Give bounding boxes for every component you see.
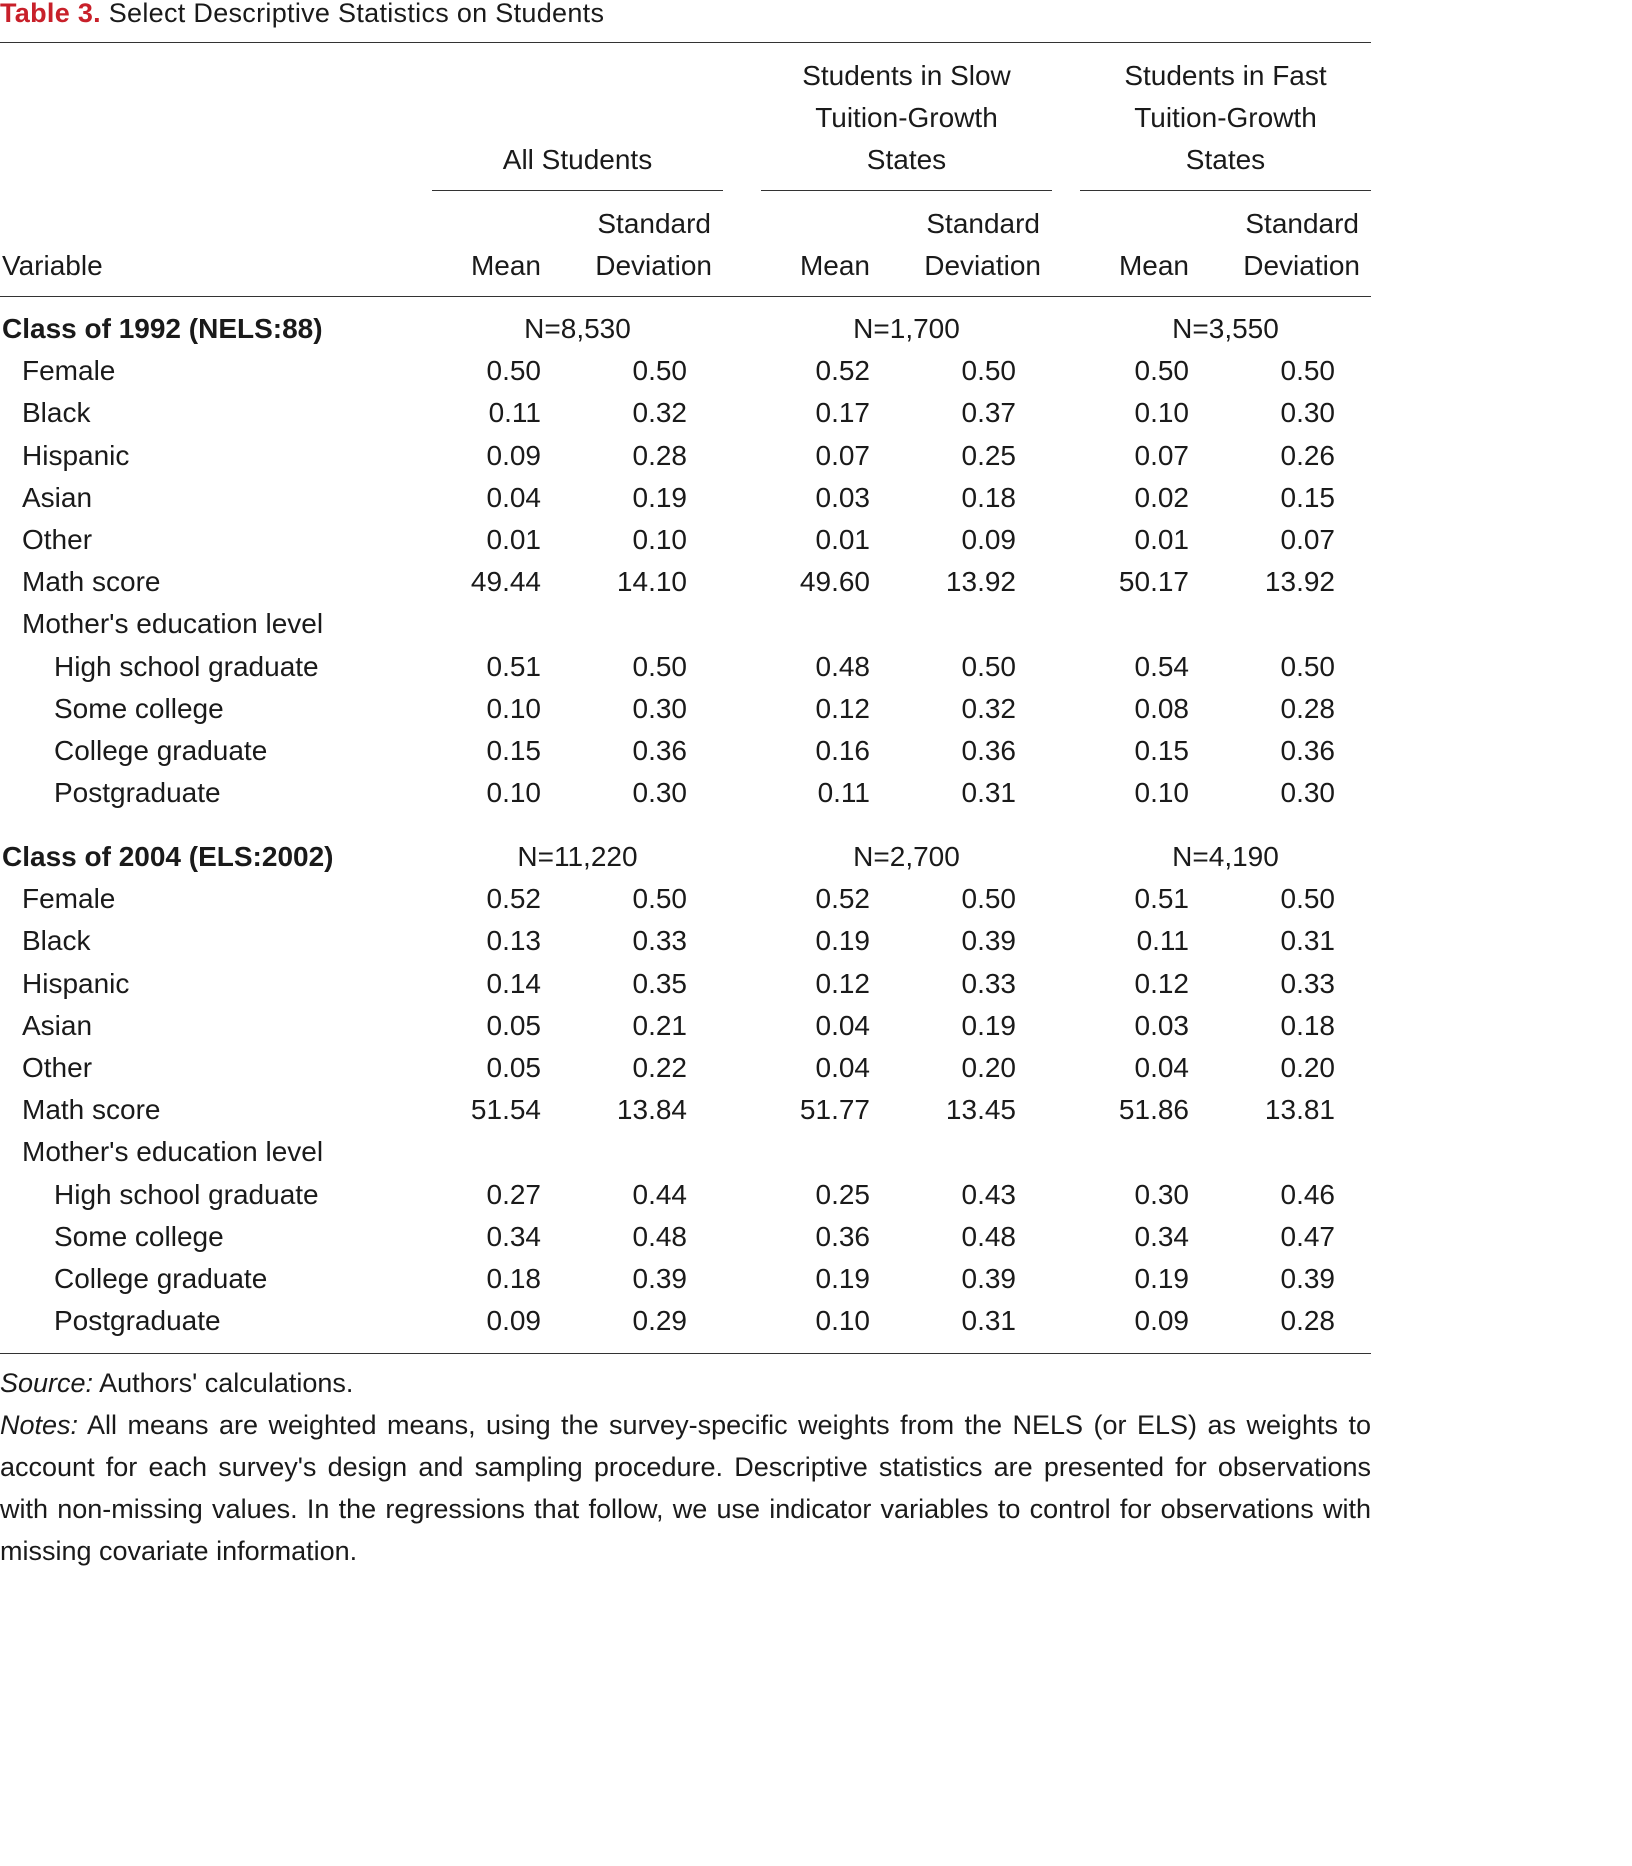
row-value: 0.01	[815, 524, 870, 555]
row-value: 0.52	[815, 883, 870, 914]
row-value: 0.03	[1134, 1010, 1189, 1041]
section-n: N=4,190	[1172, 841, 1279, 872]
row-value: 0.50	[961, 355, 1016, 386]
row-value: 0.10	[486, 693, 541, 724]
row-value: 0.31	[961, 1305, 1016, 1336]
section-n: N=2,700	[853, 841, 960, 872]
row-value: 13.92	[945, 566, 1016, 597]
row-value: 14.10	[616, 566, 687, 597]
row-label: High school graduate	[54, 651, 319, 682]
section-title: Class of 1992 (NELS:88)	[2, 313, 323, 344]
row-value: 0.25	[815, 1179, 870, 1210]
row-value: 13.81	[1264, 1094, 1335, 1125]
row-value: 0.19	[815, 1263, 870, 1294]
row-value: 0.02	[1134, 482, 1189, 513]
row-value: 0.31	[961, 777, 1016, 808]
caption-label: Table 3.	[0, 0, 101, 28]
row-label: Black	[22, 925, 91, 956]
row-value: 0.32	[961, 693, 1016, 724]
row-value: 0.30	[1280, 397, 1335, 428]
source-text: Authors' calculations.	[99, 1368, 354, 1398]
row-value: 0.18	[486, 1263, 541, 1294]
row-label: Postgraduate	[54, 1305, 221, 1336]
caption-text: Select Descriptive Statistics on Students	[108, 0, 605, 28]
notes-label: Notes:	[0, 1410, 79, 1440]
row-value: 0.20	[1280, 1052, 1335, 1083]
row-value: 0.19	[1134, 1263, 1189, 1294]
row-value: 0.50	[632, 355, 687, 386]
row-value: 0.15	[1280, 482, 1335, 513]
row-value: 0.33	[1280, 968, 1335, 999]
row-value: 0.04	[1134, 1052, 1189, 1083]
row-value: 0.51	[486, 651, 541, 682]
notes	[0, 1404, 1371, 1572]
row-label: College graduate	[54, 735, 268, 766]
group-rule-slow	[761, 190, 1052, 191]
row-value: 0.09	[486, 1305, 541, 1336]
row-value: 0.50	[486, 355, 541, 386]
row-value: 0.08	[1134, 693, 1189, 724]
row-value: 0.05	[486, 1052, 541, 1083]
row-value: 0.07	[1280, 524, 1335, 555]
row-label: Hispanic	[22, 440, 130, 471]
row-value: 50.17	[1118, 566, 1189, 597]
row-value: 0.16	[815, 735, 870, 766]
row-value: 0.28	[1280, 1305, 1335, 1336]
source-label: Source:	[0, 1368, 94, 1398]
row-value: 0.39	[961, 925, 1016, 956]
row-label: Female	[22, 355, 116, 386]
row-value: 0.10	[1134, 777, 1189, 808]
row-value: 0.27	[486, 1179, 541, 1210]
row-value: 0.28	[632, 440, 687, 471]
row-label: Postgraduate	[54, 777, 221, 808]
row-value: 0.05	[486, 1010, 541, 1041]
row-value: 0.30	[632, 777, 687, 808]
section-n: N=11,220	[517, 841, 638, 872]
row-value: 0.10	[486, 777, 541, 808]
header-sd-fast-line2: Deviation	[1243, 250, 1360, 281]
row-value: 0.04	[815, 1052, 870, 1083]
row-value: 0.36	[815, 1221, 870, 1252]
row-value: 0.36	[1280, 735, 1335, 766]
row-value: 0.12	[1134, 968, 1189, 999]
row-value: 0.48	[632, 1221, 687, 1252]
row-value: 0.11	[817, 777, 870, 808]
row-value: 0.26	[1280, 440, 1335, 471]
section-title: Class of 2004 (ELS:2002)	[2, 841, 334, 872]
row-label: Asian	[22, 1010, 93, 1041]
row-value: 0.09	[486, 440, 541, 471]
bottom-rule	[0, 1353, 1371, 1354]
row-value: 0.39	[632, 1263, 687, 1294]
row-value: 0.20	[961, 1052, 1016, 1083]
header-sd-slow-line2: Deviation	[924, 250, 1041, 281]
row-value: 0.46	[1280, 1179, 1335, 1210]
header-slow-line2: Tuition-Growth	[815, 102, 998, 133]
row-value: 0.30	[1280, 777, 1335, 808]
row-value: 0.34	[1134, 1221, 1189, 1252]
row-value: 0.15	[486, 735, 541, 766]
row-value: 49.44	[470, 566, 541, 597]
row-value: 0.04	[486, 482, 541, 513]
row-value: 0.36	[961, 735, 1016, 766]
header-sd-all-line2: Deviation	[595, 250, 712, 281]
row-value: 0.50	[1280, 883, 1335, 914]
section-n: N=3,550	[1172, 313, 1279, 344]
row-value: 0.01	[1134, 524, 1189, 555]
row-value: 0.39	[961, 1263, 1016, 1294]
row-label: High school graduate	[54, 1179, 319, 1210]
row-value: 0.52	[815, 355, 870, 386]
row-value: 0.03	[815, 482, 870, 513]
header-slow-line3: States	[866, 144, 947, 175]
row-value: 0.33	[632, 925, 687, 956]
header-fast-line2: Tuition-Growth	[1134, 102, 1317, 133]
row-value: 49.60	[799, 566, 870, 597]
row-label: Math score	[22, 1094, 161, 1125]
row-value: 0.50	[632, 883, 687, 914]
row-value: 0.19	[815, 925, 870, 956]
row-label: College graduate	[54, 1263, 268, 1294]
row-value: 51.86	[1118, 1094, 1189, 1125]
header-mean-all: Mean	[470, 250, 541, 281]
header-sd-fast-line1: Standard	[1245, 208, 1359, 239]
row-value: 0.18	[961, 482, 1016, 513]
row-label: Mother's education level	[22, 608, 324, 639]
row-value: 0.12	[815, 693, 870, 724]
row-value: 0.09	[961, 524, 1016, 555]
row-value: 0.10	[632, 524, 687, 555]
header-rule	[0, 296, 1371, 297]
header-sd-all-line1: Standard	[597, 208, 711, 239]
row-value: 0.21	[632, 1010, 687, 1041]
row-label: Other	[22, 1052, 93, 1083]
row-value: 0.30	[632, 693, 687, 724]
row-value: 0.44	[632, 1179, 687, 1210]
row-value: 0.18	[1280, 1010, 1335, 1041]
row-value: 0.04	[815, 1010, 870, 1041]
header-sd-slow-line1: Standard	[926, 208, 1040, 239]
group-rule-all	[432, 190, 723, 191]
row-value: 0.19	[632, 482, 687, 513]
row-value: 0.54	[1134, 651, 1189, 682]
row-value: 0.11	[1136, 925, 1189, 956]
row-value: 0.30	[1134, 1179, 1189, 1210]
row-value: 0.33	[961, 968, 1016, 999]
row-value: 0.10	[1134, 397, 1189, 428]
row-value: 51.77	[799, 1094, 870, 1125]
row-value: 0.09	[1134, 1305, 1189, 1336]
notes-text: All means are weighted means, using the survey-specific weights from the NELS (or ELS) as weights to account for each survey's design and sampling procedure. Descriptive statistics are presented for observations with non-missing values. In the regressions that follow, we use indicator variables to control for observations with missing covariate information.	[0, 1410, 1371, 1566]
header-variable: Variable	[2, 250, 103, 281]
row-value: 13.84	[616, 1094, 687, 1125]
row-value: 0.12	[815, 968, 870, 999]
row-label: Asian	[22, 482, 93, 513]
row-value: 0.43	[961, 1179, 1016, 1210]
header-fast-line1: Students in Fast	[1124, 60, 1327, 91]
row-value: 0.25	[961, 440, 1016, 471]
row-label: Other	[22, 524, 93, 555]
row-value: 0.37	[961, 397, 1016, 428]
row-value: 0.14	[486, 968, 541, 999]
row-value: 0.39	[1280, 1263, 1335, 1294]
row-value: 0.48	[815, 651, 870, 682]
row-value: 51.54	[470, 1094, 541, 1125]
row-value: 0.10	[815, 1305, 870, 1336]
row-value: 0.01	[486, 524, 541, 555]
row-value: 0.34	[486, 1221, 541, 1252]
row-label: Black	[22, 397, 91, 428]
row-value: 0.11	[488, 397, 541, 428]
header-fast-line3: States	[1185, 144, 1266, 175]
row-label: Some college	[54, 1221, 224, 1252]
header-mean-slow: Mean	[799, 250, 870, 281]
header-mean-fast: Mean	[1118, 250, 1189, 281]
row-value: 0.36	[632, 735, 687, 766]
row-label: Some college	[54, 693, 224, 724]
row-label: Hispanic	[22, 968, 130, 999]
section-n: N=1,700	[853, 313, 960, 344]
header-all-students: All Students	[502, 144, 653, 175]
row-value: 0.31	[1280, 925, 1335, 956]
row-value: 0.48	[961, 1221, 1016, 1252]
row-value: 0.52	[486, 883, 541, 914]
row-value: 0.51	[1134, 883, 1189, 914]
source-note	[0, 1362, 1371, 1404]
row-value: 0.28	[1280, 693, 1335, 724]
row-label: Mother's education level	[22, 1136, 324, 1167]
row-value: 13.45	[945, 1094, 1016, 1125]
header-slow-line1: Students in Slow	[802, 60, 1011, 91]
row-value: 0.50	[1280, 651, 1335, 682]
row-value: 0.15	[1134, 735, 1189, 766]
top-rule	[0, 42, 1371, 43]
row-value: 0.50	[632, 651, 687, 682]
row-value: 0.17	[815, 397, 870, 428]
row-value: 0.50	[1134, 355, 1189, 386]
row-value: 13.92	[1264, 566, 1335, 597]
row-value: 0.47	[1280, 1221, 1335, 1252]
row-value: 0.50	[1280, 355, 1335, 386]
table-caption	[0, 0, 604, 29]
row-value: 0.13	[486, 925, 541, 956]
row-value: 0.07	[1134, 440, 1189, 471]
row-value: 0.29	[632, 1305, 687, 1336]
row-value: 0.22	[632, 1052, 687, 1083]
row-label: Math score	[22, 566, 161, 597]
group-rule-fast	[1080, 190, 1371, 191]
row-value: 0.35	[632, 968, 687, 999]
row-value: 0.07	[815, 440, 870, 471]
row-value: 0.50	[961, 651, 1016, 682]
row-value: 0.50	[961, 883, 1016, 914]
row-value: 0.32	[632, 397, 687, 428]
row-value: 0.19	[961, 1010, 1016, 1041]
row-label: Female	[22, 883, 116, 914]
section-n: N=8,530	[524, 313, 631, 344]
